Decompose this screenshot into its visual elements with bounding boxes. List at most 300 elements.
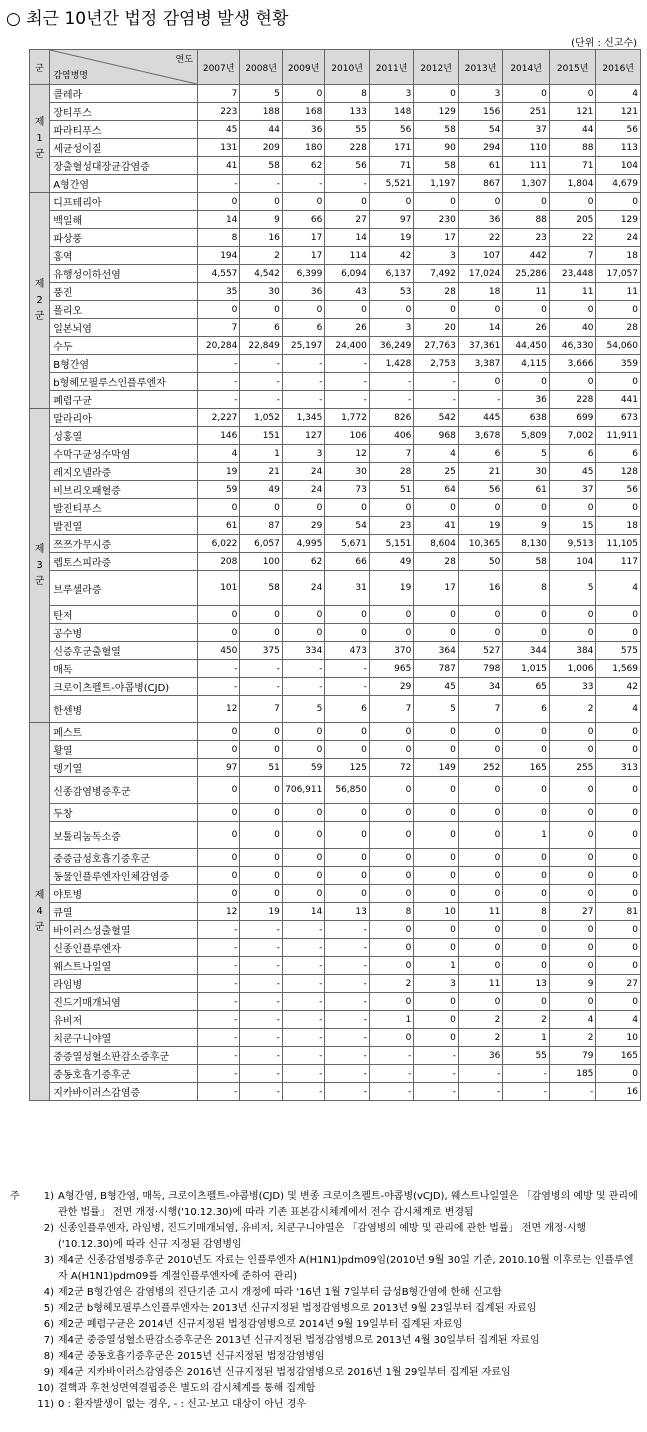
value-cell: 0	[458, 723, 503, 741]
value-cell: 0	[414, 804, 459, 822]
value-cell: -	[458, 1065, 503, 1083]
footnote-text: 제2군 b형헤모필루스인플루엔자는 2013년 신규지정된 법정감염병으로 2013년 9월 23일부터 집계된 자료임	[58, 1303, 537, 1314]
value-cell: -	[282, 678, 324, 696]
table-row	[30, 921, 641, 939]
footnote-text: 제4군 중증열성혈소판감소증후군은 2013년 신규지정된 법정감염병으로 2013년 4월 30일부터 집계된 자료임	[58, 1335, 540, 1346]
value-cell: 4	[197, 445, 239, 463]
value-cell: 0	[549, 373, 596, 391]
value-cell: 0	[197, 849, 239, 867]
value-cell: 787	[414, 660, 459, 678]
value-cell: 88	[503, 211, 550, 229]
year-header: 2016년	[596, 50, 641, 85]
value-cell: 3	[458, 85, 503, 103]
year-header: 2008년	[240, 50, 282, 85]
table-row	[30, 957, 641, 975]
value-cell: 0	[369, 849, 414, 867]
table-row	[30, 642, 641, 660]
year-header: 2013년	[458, 50, 503, 85]
value-cell: 56	[596, 121, 641, 139]
value-cell: 30	[240, 283, 282, 301]
value-cell: 59	[197, 481, 239, 499]
value-cell: 168	[282, 103, 324, 121]
value-cell: 0	[503, 606, 550, 624]
value-cell: 0	[549, 777, 596, 804]
value-cell: 0	[549, 624, 596, 642]
table-row	[30, 445, 641, 463]
value-cell: 0	[549, 993, 596, 1011]
disease-name: 발진열	[50, 517, 198, 535]
value-cell: 54,060	[596, 337, 641, 355]
value-cell: -	[197, 175, 239, 193]
value-cell: 0	[414, 885, 459, 903]
value-cell: 0	[596, 849, 641, 867]
value-cell: 24,400	[325, 337, 370, 355]
value-cell: 1,307	[503, 175, 550, 193]
value-cell: 10	[596, 1029, 641, 1047]
value-cell: 171	[369, 139, 414, 157]
value-cell: -	[197, 1011, 239, 1029]
value-cell: 0	[197, 606, 239, 624]
disease-name: 신증후군출혈열	[50, 642, 198, 660]
value-cell: 0	[197, 301, 239, 319]
footnote-indent	[10, 1365, 32, 1381]
value-cell: 117	[596, 553, 641, 571]
disease-name: 동물인플루엔자인체감염증	[50, 867, 198, 885]
value-cell: 24	[282, 481, 324, 499]
group-label: 제 4 군	[30, 723, 50, 1101]
value-cell: 0	[197, 193, 239, 211]
value-cell: 133	[325, 103, 370, 121]
value-cell: 0	[596, 777, 641, 804]
value-cell: 59	[282, 759, 324, 777]
value-cell: 0	[596, 1065, 641, 1083]
value-cell: 0	[414, 723, 459, 741]
value-cell: 100	[240, 553, 282, 571]
value-cell: 7	[549, 247, 596, 265]
value-cell: 36	[458, 211, 503, 229]
value-cell: -	[197, 975, 239, 993]
value-cell: 0	[240, 867, 282, 885]
value-cell: -	[197, 939, 239, 957]
year-header: 2014년	[503, 50, 550, 85]
disease-name: B형간염	[50, 355, 198, 373]
value-cell: 20,284	[197, 337, 239, 355]
value-cell: 55	[503, 1047, 550, 1065]
value-cell: 165	[503, 759, 550, 777]
value-cell: -	[240, 993, 282, 1011]
value-cell: -	[325, 391, 370, 409]
value-cell: 4,115	[503, 355, 550, 373]
value-cell: 113	[596, 139, 641, 157]
value-cell: 0	[458, 993, 503, 1011]
value-cell: -	[325, 1011, 370, 1029]
value-cell: 0	[369, 957, 414, 975]
footnote-lead: 주	[10, 1191, 20, 1202]
value-cell: 527	[458, 642, 503, 660]
value-cell: 4,679	[596, 175, 641, 193]
disease-name: 말라리아	[50, 409, 198, 427]
value-cell: 11	[503, 283, 550, 301]
value-cell: 1,052	[240, 409, 282, 427]
value-cell: 4	[596, 571, 641, 606]
value-cell: 0	[503, 723, 550, 741]
value-cell: 359	[596, 355, 641, 373]
disease-name: 발진티푸스	[50, 499, 198, 517]
value-cell: 0	[458, 301, 503, 319]
value-cell: 0	[240, 849, 282, 867]
value-cell: 0	[596, 993, 641, 1011]
disease-axis-label: 감염병명	[53, 71, 88, 81]
value-cell: 29	[282, 517, 324, 535]
value-cell: 185	[549, 1065, 596, 1083]
value-cell: 0	[503, 741, 550, 759]
value-cell: 0	[282, 606, 324, 624]
value-cell: 5,151	[369, 535, 414, 553]
disease-name: 진드기매개뇌염	[50, 993, 198, 1011]
value-cell: 56	[325, 157, 370, 175]
value-cell: -	[240, 678, 282, 696]
value-cell: 2,753	[414, 355, 459, 373]
value-cell: 18	[458, 283, 503, 301]
value-cell: 0	[197, 624, 239, 642]
value-cell: -	[325, 1083, 370, 1101]
year-header: 2012년	[414, 50, 459, 85]
value-cell: 0	[458, 777, 503, 804]
table-row	[30, 337, 641, 355]
value-cell: 25	[414, 463, 459, 481]
value-cell: 66	[282, 211, 324, 229]
value-cell: 58	[503, 553, 550, 571]
year-header: 2009년	[282, 50, 324, 85]
value-cell: -	[282, 1029, 324, 1047]
table-row	[30, 1065, 641, 1083]
value-cell: 31	[325, 571, 370, 606]
footnote-number: 2)	[43, 1223, 54, 1234]
value-cell: -	[282, 975, 324, 993]
value-cell: 19	[369, 571, 414, 606]
value-cell: 0	[197, 867, 239, 885]
value-cell: -	[325, 355, 370, 373]
disease-table	[29, 49, 641, 1101]
table-row	[30, 624, 641, 642]
value-cell: 0	[197, 777, 239, 804]
value-cell: 58	[414, 157, 459, 175]
table-row	[30, 553, 641, 571]
year-header: 2007년	[197, 50, 239, 85]
value-cell: 9	[549, 975, 596, 993]
value-cell: 7	[369, 696, 414, 723]
footnote-indent	[10, 1253, 32, 1285]
value-cell: 0	[458, 849, 503, 867]
value-cell: -	[325, 975, 370, 993]
value-cell: 24	[596, 229, 641, 247]
value-cell: 53	[369, 283, 414, 301]
value-cell: -	[240, 1029, 282, 1047]
value-cell: -	[282, 1047, 324, 1065]
value-cell: 9	[240, 211, 282, 229]
table-row	[30, 1083, 641, 1101]
disease-name: 세균성이질	[50, 139, 198, 157]
value-cell: 0	[369, 939, 414, 957]
value-cell: 16	[458, 571, 503, 606]
value-cell: 0	[369, 606, 414, 624]
value-cell: 230	[414, 211, 459, 229]
disease-name: 중증급성호흡기증후군	[50, 849, 198, 867]
value-cell: 0	[325, 867, 370, 885]
disease-name: 바이러스성출혈열	[50, 921, 198, 939]
value-cell: 0	[549, 867, 596, 885]
value-cell: 6	[549, 445, 596, 463]
value-cell: 0	[414, 939, 459, 957]
disease-name: 신종인플루엔자	[50, 939, 198, 957]
value-cell: 104	[596, 157, 641, 175]
value-cell: 209	[240, 139, 282, 157]
table-row	[30, 696, 641, 723]
value-cell: 0	[282, 193, 324, 211]
value-cell: 0	[458, 373, 503, 391]
table-row	[30, 1047, 641, 1065]
value-cell: 4	[596, 696, 641, 723]
value-cell: 58	[240, 571, 282, 606]
value-cell: 1,428	[369, 355, 414, 373]
value-cell: 364	[414, 642, 459, 660]
value-cell: 8	[325, 85, 370, 103]
value-cell: 71	[369, 157, 414, 175]
value-cell: 0	[549, 822, 596, 849]
table-row	[30, 723, 641, 741]
value-cell: 0	[240, 624, 282, 642]
value-cell: 6	[503, 696, 550, 723]
value-cell: 11	[458, 903, 503, 921]
value-cell: 81	[596, 903, 641, 921]
disease-name: 폴리오	[50, 301, 198, 319]
value-cell: 3,678	[458, 427, 503, 445]
footnote-number: 10)	[37, 1383, 54, 1394]
table-row	[30, 849, 641, 867]
footnote	[10, 1381, 640, 1397]
value-cell: 0	[240, 301, 282, 319]
group-label: 제 1 군	[30, 85, 50, 193]
value-cell: -	[282, 391, 324, 409]
footnote-number: 6)	[43, 1319, 54, 1330]
value-cell: 165	[596, 1047, 641, 1065]
value-cell: 2	[503, 1011, 550, 1029]
disease-name: 쯔쯔가무시증	[50, 535, 198, 553]
table-row	[30, 975, 641, 993]
value-cell: 0	[503, 85, 550, 103]
value-cell: 22	[458, 229, 503, 247]
value-cell: 62	[282, 553, 324, 571]
value-cell: 148	[369, 103, 414, 121]
value-cell: 0	[240, 822, 282, 849]
value-cell: 42	[369, 247, 414, 265]
value-cell: 0	[503, 885, 550, 903]
value-cell: 4,995	[282, 535, 324, 553]
value-cell: 13	[325, 903, 370, 921]
value-cell: 8	[503, 571, 550, 606]
value-cell: 79	[549, 1047, 596, 1065]
value-cell: -	[325, 1065, 370, 1083]
value-cell: 45	[549, 463, 596, 481]
value-cell: -	[369, 1065, 414, 1083]
value-cell: 36	[503, 391, 550, 409]
value-cell: 0	[414, 822, 459, 849]
table-row	[30, 121, 641, 139]
value-cell: 0	[282, 849, 324, 867]
table-row	[30, 571, 641, 606]
value-cell: 8	[503, 903, 550, 921]
value-cell: 3	[369, 319, 414, 337]
value-cell: 0	[503, 849, 550, 867]
value-cell: -	[197, 1065, 239, 1083]
value-cell: 0	[282, 804, 324, 822]
value-cell: 56,850	[325, 777, 370, 804]
value-cell: -	[197, 391, 239, 409]
disease-name: 보툴리눔독소증	[50, 822, 198, 849]
value-cell: 0	[503, 921, 550, 939]
value-cell: 0	[596, 499, 641, 517]
value-cell: 0	[325, 606, 370, 624]
value-cell: 0	[282, 85, 324, 103]
value-cell: 0	[458, 499, 503, 517]
value-cell: -	[325, 373, 370, 391]
value-cell: 156	[458, 103, 503, 121]
table-row	[30, 759, 641, 777]
value-cell: 30	[325, 463, 370, 481]
value-cell: 9,513	[549, 535, 596, 553]
value-cell: 0	[596, 804, 641, 822]
value-cell: 450	[197, 642, 239, 660]
footnote-indent	[10, 1333, 32, 1349]
value-cell: 72	[369, 759, 414, 777]
value-cell: 7	[197, 319, 239, 337]
value-cell: 0	[596, 885, 641, 903]
value-cell: 5	[414, 696, 459, 723]
value-cell: 97	[197, 759, 239, 777]
value-cell: -	[240, 660, 282, 678]
value-cell: 17	[414, 571, 459, 606]
value-cell: 2	[458, 1011, 503, 1029]
value-cell: -	[240, 175, 282, 193]
value-cell: -	[282, 175, 324, 193]
value-cell: 251	[503, 103, 550, 121]
value-cell: 61	[503, 481, 550, 499]
value-cell: -	[458, 391, 503, 409]
value-cell: 384	[549, 642, 596, 660]
value-cell: 228	[325, 139, 370, 157]
value-cell: 375	[240, 642, 282, 660]
value-cell: -	[325, 957, 370, 975]
value-cell: 114	[325, 247, 370, 265]
value-cell: -	[240, 957, 282, 975]
value-cell: 575	[596, 642, 641, 660]
value-cell: 51	[240, 759, 282, 777]
value-cell: 41	[414, 517, 459, 535]
disease-name: 중증열성혈소판감소증후군	[50, 1047, 198, 1065]
value-cell: 223	[197, 103, 239, 121]
footnote	[10, 1365, 640, 1381]
value-cell: 0	[369, 741, 414, 759]
value-cell: 11,911	[596, 427, 641, 445]
value-cell: 58	[240, 157, 282, 175]
table-row	[30, 175, 641, 193]
value-cell: 0	[414, 741, 459, 759]
value-cell: 13	[503, 975, 550, 993]
value-cell: 37	[549, 481, 596, 499]
value-cell: 0	[282, 885, 324, 903]
value-cell: -	[282, 1065, 324, 1083]
value-cell: 965	[369, 660, 414, 678]
value-cell: 5,671	[325, 535, 370, 553]
value-cell: 5,809	[503, 427, 550, 445]
disease-name: 수두	[50, 337, 198, 355]
disease-name: 탄저	[50, 606, 198, 624]
table-row	[30, 211, 641, 229]
value-cell: 441	[596, 391, 641, 409]
value-cell: 0	[549, 741, 596, 759]
value-cell: 1,569	[596, 660, 641, 678]
value-cell: 0	[282, 741, 324, 759]
value-cell: -	[282, 921, 324, 939]
value-cell: -	[282, 1011, 324, 1029]
value-cell: 0	[596, 741, 641, 759]
footnote-indent	[10, 1285, 32, 1301]
value-cell: -	[414, 391, 459, 409]
value-cell: 19	[197, 463, 239, 481]
footnote-indent	[10, 1349, 32, 1365]
value-cell: 194	[197, 247, 239, 265]
value-cell: 7	[197, 85, 239, 103]
value-cell: -	[240, 391, 282, 409]
value-cell: 16	[596, 1083, 641, 1101]
value-cell: 6,137	[369, 265, 414, 283]
table-row	[30, 993, 641, 1011]
disease-name: 장티푸스	[50, 103, 198, 121]
value-cell: 2	[240, 247, 282, 265]
value-cell: 0	[197, 822, 239, 849]
value-cell: 129	[414, 103, 459, 121]
value-cell: 0	[240, 777, 282, 804]
value-cell: 542	[414, 409, 459, 427]
value-cell: 24	[282, 571, 324, 606]
value-cell: -	[197, 373, 239, 391]
value-cell: -	[240, 1047, 282, 1065]
value-cell: 26	[325, 319, 370, 337]
value-cell: 11	[458, 975, 503, 993]
value-cell: -	[325, 939, 370, 957]
value-cell: 6	[458, 445, 503, 463]
value-cell: 4	[414, 445, 459, 463]
value-cell: 58	[414, 121, 459, 139]
disease-name: 웨스트나일열	[50, 957, 198, 975]
value-cell: 706,911	[282, 777, 324, 804]
value-cell: 19	[240, 903, 282, 921]
value-cell: -	[197, 1047, 239, 1065]
footnote-text: 결핵과 후천성면역결핍증은 별도의 감시체계를 통해 집계함	[58, 1383, 316, 1394]
value-cell: -	[197, 660, 239, 678]
value-cell: 0	[369, 804, 414, 822]
value-cell: 101	[197, 571, 239, 606]
value-cell: 6,022	[197, 535, 239, 553]
value-cell: 0	[240, 193, 282, 211]
disease-name: 백일해	[50, 211, 198, 229]
table-row	[30, 409, 641, 427]
value-cell: 1	[414, 957, 459, 975]
value-cell: 44,450	[503, 337, 550, 355]
value-cell: 6,057	[240, 535, 282, 553]
value-cell: 638	[503, 409, 550, 427]
value-cell: 2	[549, 696, 596, 723]
